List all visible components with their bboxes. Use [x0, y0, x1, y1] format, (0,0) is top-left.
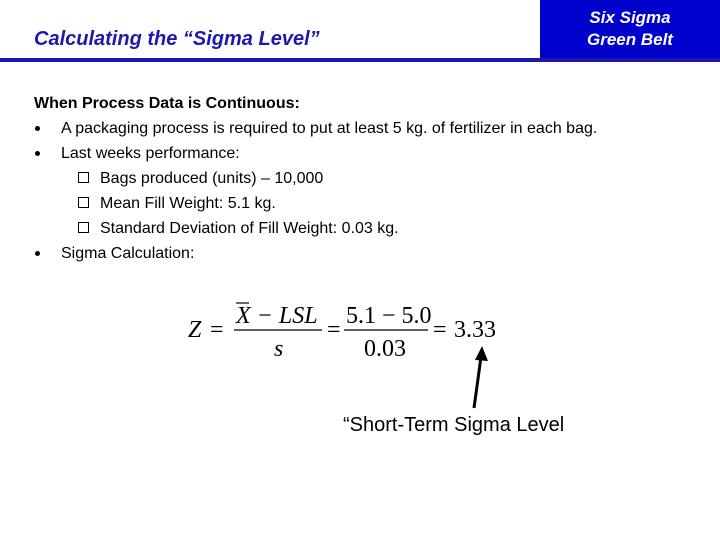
bullet-text: Sigma Calculation:	[61, 245, 195, 262]
formula-result: 3.33	[454, 317, 496, 343]
formula-denominator-2: 0.03	[364, 336, 406, 362]
bullet-text: A packaging process is required to put at least 5 kg. of fertilizer in each bag.	[61, 120, 598, 137]
brand-line-2: Green Belt	[587, 30, 673, 49]
formula-equals: =	[327, 317, 341, 343]
bullet-text: Last weeks performance:	[61, 145, 240, 162]
formula-xbar: X	[236, 303, 251, 329]
sub-item-text: Mean Fill Weight: 5.1 kg.	[100, 195, 276, 212]
sub-item-text: Bags produced (units) – 10,000	[100, 170, 324, 187]
formula-equals: =	[210, 317, 224, 343]
brand-line-1: Six Sigma	[589, 8, 671, 27]
sub-item-text: Standard Deviation of Fill Weight: 0.03 kg.	[100, 220, 399, 237]
formula-denominator-1: s	[274, 336, 284, 362]
formula-z: Z	[188, 317, 202, 343]
section-heading: When Process Data is Continuous:	[34, 95, 300, 112]
formula-equals: =	[433, 317, 447, 343]
formula-minus-lsl: − LSL	[250, 303, 318, 329]
formula-numerator-2: 5.1 − 5.0	[346, 303, 432, 329]
slide-title: Calculating the “Sigma Level”	[34, 28, 320, 50]
callout-label: “Short-Term Sigma Level	[343, 414, 565, 436]
